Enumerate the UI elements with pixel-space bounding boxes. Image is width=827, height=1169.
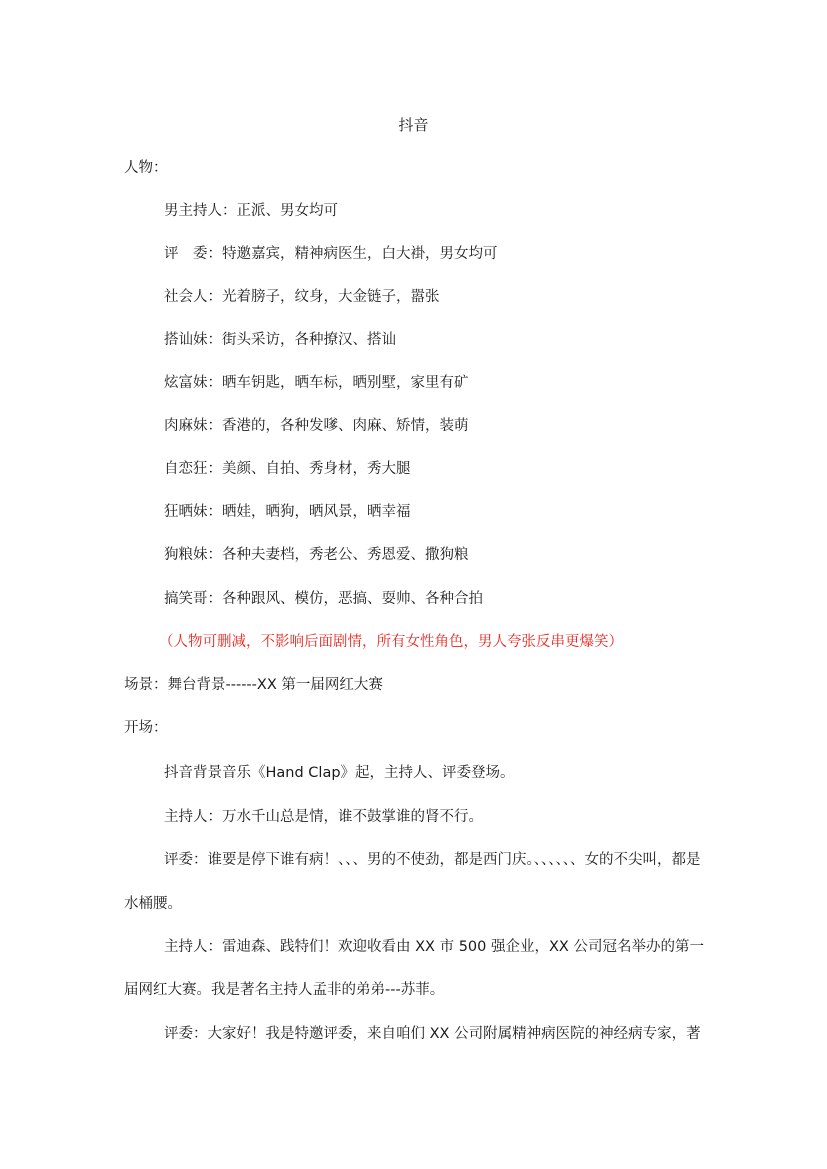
script-paragraph: 评委：谁要是停下谁有病！、、、男的不使劲，都是西门庆。、、、、、、女的不尖叫，都是 [164, 852, 701, 868]
character-desc: ：街头采访，各种撩汉、搭讪 [207, 332, 396, 348]
character-desc: ：香港的，各种发嗲、肉麻、矫情，装萌 [207, 418, 469, 434]
opening-heading: 开场： [124, 720, 168, 736]
character-role: 男主持人 [164, 203, 222, 219]
script-paragraph: 主持人：雷迪森、践特们！欢迎收看由 XX 市 500 强企业，XX 公司冠名举办的第一 [164, 939, 704, 955]
character-desc: ：正派、男女均可 [222, 203, 338, 219]
character-item [164, 502, 411, 522]
character-item [164, 589, 483, 609]
character-role: 狂晒妹 [164, 504, 208, 520]
script-paragraph: 主持人：万水千山总是情，谁不鼓掌谁的肾不行。 [164, 809, 483, 825]
scene-line: 场景：舞台背景------XX 第一届网红大赛 [124, 677, 383, 693]
character-desc: ：特邀嘉宾，精神病医生，白大褂，男女均可 [207, 246, 498, 262]
script-paragraph: 抖音背景音乐《Hand Clap》起，主持人、评委登场。 [164, 765, 515, 781]
document-title: 抖音 [398, 116, 429, 134]
character-item [164, 459, 411, 479]
character-note: （人物可删减，不影响后面剧情，所有女性角色，男人夸张反串更爆笑） [159, 634, 623, 650]
character-desc: ：各种跟风、模仿，恶搞、耍帅、各种合拍 [207, 591, 483, 607]
character-desc: ：晒车钥匙，晒车标，晒别墅，家里有矿 [207, 375, 469, 391]
characters-heading: 人物： [124, 160, 168, 176]
character-role: 狗粮妹 [164, 547, 208, 563]
character-item [164, 330, 396, 350]
character-role: 搭讪妹 [164, 332, 208, 348]
character-item [164, 287, 440, 307]
character-role: 评 委 [164, 246, 208, 262]
character-item [164, 545, 469, 565]
character-role: 搞笑哥 [164, 591, 208, 607]
script-paragraph-cont: 届网红大赛。我是著名主持人孟非的弟弟---苏菲。 [124, 982, 445, 998]
script-paragraph-cont: 水桶腰。 [124, 896, 182, 912]
character-role: 肉麻妹 [164, 418, 208, 434]
character-item [164, 373, 469, 393]
character-role: 自恋狂 [164, 461, 208, 477]
character-desc: ：光着膀子，纹身，大金链子，嚣张 [207, 289, 440, 305]
character-desc: ：晒娃，晒狗，晒风景，晒幸福 [207, 504, 411, 520]
script-paragraph: 评委：大家好！我是特邀评委，来自咱们 XX 公司附属精神病医院的神经病专家，著 [164, 1026, 701, 1042]
character-item [164, 244, 498, 264]
character-role: 社会人 [164, 289, 208, 305]
character-role: 炫富妹 [164, 375, 208, 391]
character-item [164, 201, 338, 221]
character-desc: ：各种夫妻档，秀老公、秀恩爱、撒狗粮 [207, 547, 469, 563]
character-item [164, 416, 469, 436]
character-desc: ：美颜、自拍、秀身材，秀大腿 [207, 461, 411, 477]
